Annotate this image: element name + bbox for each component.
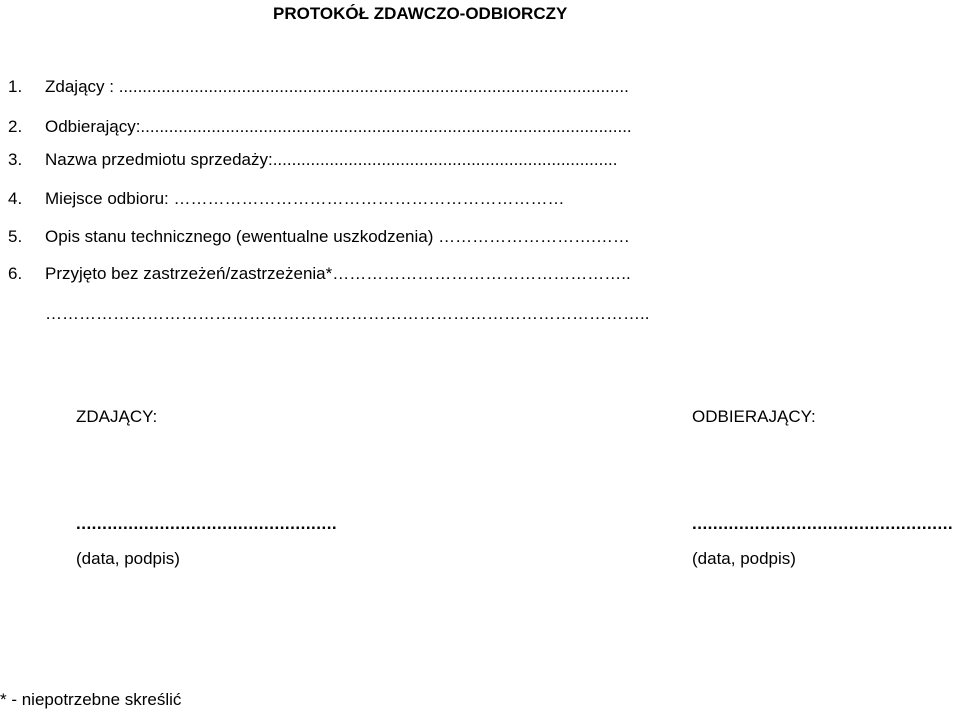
signature-caption-odbierajacy: (data, podpis)	[692, 549, 796, 568]
field-nazwa-przedmiotu	[8, 150, 618, 170]
item-number: 2.	[8, 117, 23, 136]
item-text: Miejsce odbioru: ……………………………………………………………	[45, 189, 565, 208]
document-title: PROTOKÓŁ ZDAWCZO-ODBIORCZY	[273, 4, 568, 23]
signature-label-zdajacy: ZDAJĄCY:	[76, 407, 158, 426]
item-number: 3.	[8, 150, 23, 169]
field-opis-stanu	[8, 227, 630, 247]
item-number: 5.	[8, 227, 23, 246]
signature-line-zdajacy: ..................................................	[76, 514, 338, 533]
item-number: 4.	[8, 189, 23, 208]
item-text: Przyjęto bez zastrzeżeń/zastrzeżenia*……………………………………………..	[45, 264, 631, 283]
field-odbierajacy	[8, 117, 632, 137]
field-zdajacy	[8, 77, 629, 97]
field-przyjeto	[8, 264, 631, 284]
item-text: Nazwa przedmiotu sprzedaży:.........................................................................	[45, 150, 618, 169]
item-number: 1.	[8, 77, 23, 96]
signature-label-odbierajacy: ODBIERAJĄCY:	[692, 407, 816, 426]
item-text: Opis stanu technicznego (ewentualne uszkodzenia) ……………………….……	[45, 227, 630, 246]
item-text: Zdający : ............................................................................................................	[45, 77, 629, 96]
footnote: * - niepotrzebne skreślić	[0, 690, 182, 709]
field-miejsce-odbioru	[8, 189, 565, 209]
item-number: 6.	[8, 264, 23, 283]
signature-line-odbierajacy: ..................................................	[692, 514, 954, 533]
continuation-line: ……………………………………………………………………………………………..	[45, 304, 650, 323]
item-text: Odbierający:........................................................................................................	[45, 117, 632, 136]
signature-caption-zdajacy: (data, podpis)	[76, 549, 180, 568]
